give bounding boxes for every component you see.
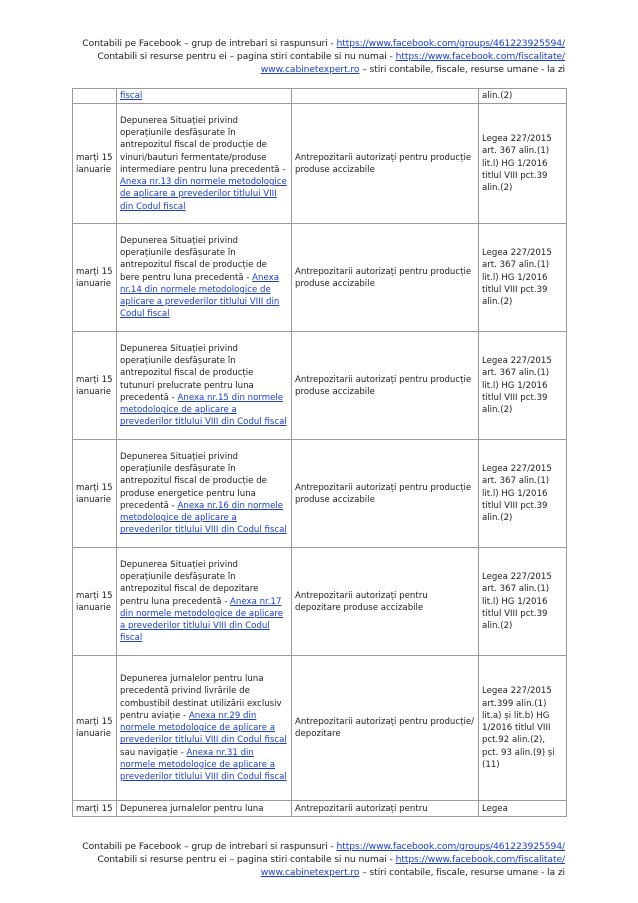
taxpayer-cell: Antrepozitarii autorizați pentru producție produse accizabile — [292, 440, 479, 548]
description-cell: Depunerea Situației privind operațiunile desfășurate în antrepozitul fiscal de producție tutunuri prelucrate pentru luna precedentă - Anexa nr.15 din normele metodologice de aplicare a prevederilor titlului VIII din Codul fiscal — [117, 332, 292, 440]
taxpayer-cell: Antrepozitarii autorizați pentru producție produse accizabile — [292, 224, 479, 332]
annex-link[interactable]: Anexa nr.14 din normele metodologice de aplicare a prevederilor titlului VIII din Codul fiscal — [120, 272, 280, 320]
legal-basis-cell: alin.(2) — [479, 89, 567, 104]
date-cell: marți 15 ianuarie — [73, 104, 117, 224]
table-row — [73, 224, 567, 332]
table-row — [73, 801, 567, 817]
date-cell: marți 15 — [73, 801, 117, 817]
fiscal-calendar-table — [72, 88, 567, 817]
facebook-group-link[interactable]: https://www.facebook.com/groups/461223925594/ — [336, 38, 565, 49]
taxpayer-cell: Antrepozitarii autorizați pentru producție produse accizabile — [292, 104, 479, 224]
footer-line-3 — [60, 866, 565, 879]
taxpayer-cell: Antrepozitarii autorizați pentru producție produse accizabile — [292, 332, 479, 440]
cabinetexpert-link[interactable]: www.cabinetexpert.ro — [260, 867, 360, 878]
header-text-3: – stiri contabile, fiscale, resurse umane - la zi — [359, 64, 565, 75]
description-cell: Depunerea Situației privind operațiunile desfășurate în antrepozitul fiscal de producție de vinuri/bauturi fermentate/produse intermediare pentru luna precedentă - Anexa nr.13 din normele metodologice de aplicare a prevederilor titlului VIII din Codul fiscal — [117, 104, 292, 224]
facebook-page-link[interactable]: https://www.facebook.com/fiscalitate/ — [395, 51, 565, 62]
legal-basis-cell: Legea 227/2015 art. 367 alin.(1) lit.l) HG 1/2016 titlul VIII pct.39 alin.(2) — [479, 224, 567, 332]
table-row — [73, 656, 567, 801]
facebook-page-link[interactable]: https://www.facebook.com/fiscalitate/ — [395, 854, 565, 865]
date-cell: marți 15 ianuarie — [73, 548, 117, 656]
facebook-group-link[interactable]: https://www.facebook.com/groups/461223925594/ — [336, 841, 565, 852]
date-cell: marți 15 ianuarie — [73, 332, 117, 440]
table-row — [73, 332, 567, 440]
table-row — [73, 548, 567, 656]
legal-basis-cell: Legea 227/2015 art. 367 alin.(1) lit.l) HG 1/2016 titlul VIII pct.39 alin.(2) — [479, 548, 567, 656]
description-cell: Depunerea jurnalelor pentru luna precedentă privind livrările de combustibil destinat utilizării exclusiv pentru aviație - Anexa nr.29 din normele metodologice de aplicare a prevederilor titlului VIII din Codul fiscal sau navigație - Anexa nr.31 din normele metodologice de aplicare a prevederilor titlului VIII din Codul fiscal — [117, 656, 292, 801]
page-footer — [60, 840, 565, 879]
annex-link[interactable]: Anexa nr.29 din normele metodologice de aplicare a prevederilor titlului VIII din Codul fiscal — [120, 710, 287, 746]
annex-link[interactable]: Anexa nr.17 din normele metodologice de aplicare a prevederilor titlului VIII din Codul fiscal — [120, 596, 283, 644]
annex-link[interactable]: Anexa nr.15 din normele metodologice de aplicare a prevederilor titlului VIII din Codul fiscal — [120, 392, 287, 428]
taxpayer-cell: Antrepozitarii autorizați pentru depozitare produse accizabile — [292, 548, 479, 656]
date-cell: marți 15 ianuarie — [73, 224, 117, 332]
legal-basis-cell: Legea 227/2015 art. 367 alin.(1) lit.l) HG 1/2016 titlul VIII pct.39 alin.(2) — [479, 332, 567, 440]
footer-text-3: – stiri contabile, fiscale, resurse umane - la zi — [359, 867, 565, 878]
legal-basis-cell: Legea 227/2015 art.399 alin.(1) lit.a) și lit.b) HG 1/2016 titlul VIII pct.92 alin.(2), pct. 93 alin.(9) și (11) — [479, 656, 567, 801]
cabinetexpert-link[interactable]: www.cabinetexpert.ro — [260, 64, 360, 75]
footer-line-1 — [60, 840, 565, 853]
description-cell: Depunerea Situației privind operațiunile desfășurate în antrepozitul fiscal de producție de bere pentru luna precedentă - Anexa nr.14 din normele metodologice de aplicare a prevederilor titlului VIII din Codul fiscal — [117, 224, 292, 332]
footer-text-1: Contabili pe Facebook – grup de intrebari si raspunsuri - — [82, 841, 337, 852]
header-text-1: Contabili pe Facebook – grup de intrebari si raspunsuri - — [82, 38, 337, 49]
annex-link[interactable]: Anexa nr.16 din normele metodologice de aplicare a prevederilor titlului VIII din Codul fiscal — [120, 500, 287, 536]
date-cell — [73, 89, 117, 104]
annex-link[interactable]: Anexa nr.31 din normele metodologice de aplicare a prevederilor titlului VIII din Codul fiscal — [120, 747, 287, 783]
taxpayer-cell: Antrepozitarii autorizați pentru — [292, 801, 479, 817]
header-line-1 — [60, 37, 565, 50]
date-cell: marți 15 ianuarie — [73, 440, 117, 548]
description-cell: Depunerea jurnalelor pentru luna — [117, 801, 292, 817]
footer-line-2 — [60, 853, 565, 866]
description-cell: Depunerea Situației privind operațiunile desfășurate în antrepozitul fiscal de producție de produse energetice pentru luna precedentă - Anexa nr.16 din normele metodologice de aplicare a prevederilor titlului VIII din Codul fiscal — [117, 440, 292, 548]
annex-link[interactable]: Anexa nr.13 din normele metodologice de aplicare a prevederilor titlului VIII din Codul fiscal — [120, 177, 287, 212]
taxpayer-cell — [292, 89, 479, 104]
taxpayer-cell: Antrepozitarii autorizați pentru producție/ depozitare — [292, 656, 479, 801]
table-row — [73, 89, 567, 104]
table-row — [73, 440, 567, 548]
legal-basis-cell: Legea — [479, 801, 567, 817]
header-text-2: Contabili si resurse pentru ei – pagina stiri contabile si nu numai - — [97, 51, 396, 62]
legal-basis-cell: Legea 227/2015 art. 367 alin.(1) lit.l) HG 1/2016 titlul VIII pct.39 alin.(2) — [479, 104, 567, 224]
page-header — [60, 37, 565, 76]
header-line-3 — [60, 63, 565, 76]
header-line-2 — [60, 50, 565, 63]
description-cell — [117, 89, 292, 104]
date-cell: marți 15 ianuarie — [73, 656, 117, 801]
legal-basis-cell: Legea 227/2015 art. 367 alin.(1) lit.l) HG 1/2016 titlul VIII pct.39 alin.(2) — [479, 440, 567, 548]
description-cell: Depunerea Situației privind operațiunile desfășurate în antrepozitul fiscal de depozitare pentru luna precedentă - Anexa nr.17 din normele metodologice de aplicare a prevederilor titlului VIII din Codul fiscal — [117, 548, 292, 656]
footer-text-2: Contabili si resurse pentru ei – pagina stiri contabile si nu numai - — [97, 854, 396, 865]
table-row — [73, 104, 567, 224]
annex-link[interactable]: fiscal — [120, 91, 143, 101]
